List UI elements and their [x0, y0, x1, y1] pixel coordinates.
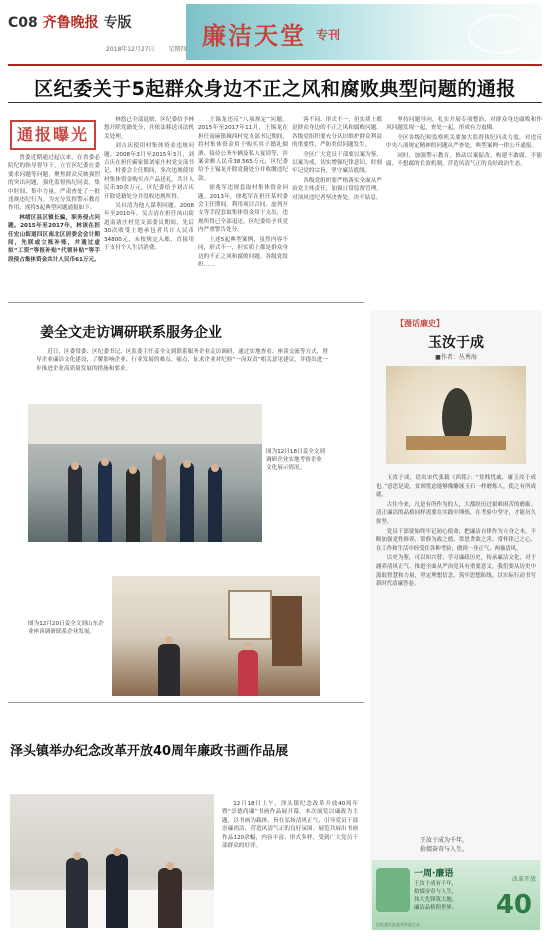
- story2-body: [36, 348, 328, 373]
- story1-paragraph: 全区各级纪检监察机关要加大监督执纪问责力度，对违反中央八项规定精神的问题从严查处，典型案例一律公开通报。: [386, 134, 542, 150]
- story1-paragraph: 刘吉庆使用村集体资金违规问题。2008年3月至2015年3月，刘吉庆在担任霸家镇刘家庄村党支部书记、村委会主任期间，多次违规使用村集体资金购买卉产品送礼，共计人民币30余万元，区纪委给予刘吉庆开除党籍处分并没收违规所得。: [104, 143, 194, 200]
- photo-meeting: [112, 576, 320, 696]
- banner-decoration: [468, 14, 532, 54]
- person-figure: [68, 464, 82, 542]
- weekly-number: 40: [495, 890, 532, 920]
- weekly-emblem: [376, 868, 410, 912]
- person-figure: [238, 650, 258, 696]
- person-head: [129, 466, 137, 474]
- sidebar-body: [376, 474, 536, 590]
- weekly-footer: 区纪委区监委宣传部主办: [376, 922, 420, 927]
- person-figure: [126, 468, 140, 542]
- wooden-chair: [272, 596, 302, 666]
- person-figure: [152, 454, 166, 542]
- story3-paragraph: 12月18日上午，泽头镇纪念改革开放40周年暨“崇德尚廉”书画作品展开幕。本次展览以廉政为主题，以书画为载体，旨在弘扬清风正气，引导党员干部崇廉尚洁，营造风清气正的良好氛围。展览共展出书画作品120余幅，内容丰富、形式多样，受到广大党员干部群众的好评。: [222, 801, 358, 850]
- sidebar-paragraph: 古往今来，凡是有所作为的人，大都经历过艰难困苦的磨砺。清正廉洁的品格同样需要在实践中锤炼，在考验中坚守，才能历久弥坚。: [376, 501, 536, 525]
- person-figure: [180, 462, 194, 542]
- story1-paragraph: 王锡龙违反“八项规定”问题。2015年至2017年11月，王锡龙在担任南麻镇城西村党支部书记期间，将村集体资金用于购买其子婚礼烟酒、接待公务车辆及私人宴请等，涉案金额人民币38.565万元，区纪委给予王锡龙开除党籍处分并收缴违纪款。: [198, 117, 288, 182]
- person-figure: [66, 858, 88, 928]
- story1-paragraph: 吴自清为他人谋利问题。2008年至2010年，吴吉清在担任凤山街道南诸庄村党支部委员期间，先后30次收受土地承包者共计人民币34800元，未按规定入账，直接用于支付个人生活消费。: [104, 203, 194, 252]
- story1-col2: [104, 116, 194, 276]
- person-head: [211, 464, 219, 472]
- person-head: [166, 862, 174, 870]
- person-head: [244, 642, 252, 650]
- person-figure: [158, 868, 182, 928]
- building-wall: [28, 404, 262, 444]
- person-head: [71, 462, 79, 470]
- story1-paragraph: 上述5起典型案例，虽然内容不同，形式不一，但实质上都是群众身边的不正之风和腐败问题。各级党组织……: [198, 236, 288, 268]
- sidebar-author: ■作者：丛秀海: [435, 354, 477, 361]
- banner-subtitle: 专刊: [316, 28, 341, 42]
- weekly-line: 拾掇奋奇与人生，: [414, 889, 458, 895]
- weekly-badge: 改革开放: [511, 876, 536, 883]
- headline-rule: [8, 102, 542, 103]
- issue-date: 2018年12月27日: [106, 46, 155, 53]
- story1-paragraph: 曾委近期通过起以来，在省委必院纪的指导督导下，立官区纪委在委要求问题等问题，聚焦群众反映强烈的突出问题，强化监督执纪问责，集中时间、集中力量，严肃查处了一批违规违纪行为。为充分发挥警示教育作用，现将5起典型问题通报如下。: [8, 155, 100, 212]
- person-head: [101, 458, 109, 466]
- photo-caption-1: 图为12月18日姜全文到调研企业实地考察企业文化展示情况。: [266, 449, 325, 471]
- sidebar-tag: 【漫话廉史】: [396, 319, 444, 328]
- main-headline: 区纪委关于5起群众身边不正之风和腐败典型问题的通报: [34, 78, 516, 100]
- photo-calligraphy: [10, 794, 214, 928]
- weekly-line: 伟大先锋筑大地，: [414, 897, 458, 903]
- banner-title: 廉洁天堂: [202, 21, 306, 50]
- sidebar-paragraph: 玉汝于成，语出宋代张载《西铭》：“贫贱忧戚，庸玉汝于成也。”意思是说，贫困忧虑能够像雕琢玉石一样磨炼人，使之有所成就。: [376, 475, 536, 499]
- weekly-line: 王汝于成有千年，: [414, 881, 458, 887]
- story1-col3: [198, 116, 288, 276]
- section-banner: [186, 4, 542, 60]
- story1-paragraph: 徐兆军违规套取村集体资金问题。2013年，徐兆军在担任某村委会主任期间，利用项目合同、虚列开支等手段套取集体资金用于支出，违规所得已全部退还，区纪委给予其党内严重警告处分。: [198, 185, 288, 234]
- photo-caption-2: 图为12月20日姜全文到山东企业座谈调研联系企业发展。: [28, 621, 104, 635]
- story3-body: [222, 800, 358, 850]
- poem-line: 拾掇奋奇与人生，: [420, 846, 469, 853]
- sidebar-paragraph: 以史为鉴，可以知兴替。学习廉政历史，传承廉洁文化，对于涵养清风正气、推进全面从严治党具有重要意义。我们要从历史中汲取智慧和力量，坚定理想信念，筑牢思想防线，以实际行动书写新时代清廉答卷。: [376, 555, 536, 588]
- sidebar-title: 玉汝于成: [428, 335, 484, 351]
- wall-frame: [228, 590, 272, 640]
- photo-visit-group: [28, 404, 262, 542]
- story1-paragraph: 林悠已全部退赔，区纪委给予林悠开除党籍处分，并依法移送司法机关处理。: [104, 117, 194, 140]
- person-head: [73, 852, 81, 860]
- sidebar-paragraph: 党员干部要始终牢记初心使命，把廉洁自律作为立身之本，不断加强党性修养，常修为政之德、常思贪欲之害、常怀律己之心，在工作和生活中经受住各种考验，做到一身正气、两袖清风。: [376, 528, 536, 552]
- poem-line: 王汝于成为千年，: [420, 837, 469, 844]
- person-head: [155, 452, 163, 460]
- person-figure: [158, 644, 180, 696]
- person-head: [183, 460, 191, 468]
- weekly-title: 一周·廉语: [414, 869, 454, 879]
- desk-shape: [406, 436, 506, 450]
- person-figure: [208, 466, 222, 542]
- story1-col1: [8, 154, 100, 324]
- story3-title: 泽头镇举办纪念改革开放40周年廉政书画作品展: [10, 744, 289, 759]
- masthead: [0, 0, 550, 64]
- story1-paragraph: 坚持问题导向，扎实开展专项整治，对群众身边腐败和作风问题发现一起、查处一起，形成有力震慑。: [386, 117, 542, 132]
- page-number: C08: [8, 15, 38, 31]
- story1-paragraph: 各级党组织要严格落实全面从严治党主体责任，加强日常监督管理，对顶风违纪者坚决查处，决不姑息。: [292, 177, 382, 201]
- paper-name: 齐鲁晚报: [42, 15, 99, 31]
- weekly-lines: [414, 880, 457, 912]
- story1-paragraph: 客不同、形式不一，但实质上都是群众身边的不正之风和腐败问题。各级党组织要充分认识维护群众利益的重要性，严防类似问题发生。: [292, 117, 382, 149]
- person-head: [165, 636, 173, 644]
- story1-col4: [292, 116, 382, 276]
- person-head: [113, 848, 121, 856]
- masthead-left: [8, 12, 132, 32]
- story-divider: [8, 302, 364, 303]
- sidebar-poem: [420, 836, 468, 854]
- story1-col5: [386, 116, 542, 300]
- story1-paragraph: 同时，加强警示教育，推动以案促改，构建不敢腐、不能腐、不想腐的长效机制，营造风清气正的良好政治生态。: [386, 152, 542, 168]
- tongbao-stamp: 通报曝光: [10, 120, 96, 150]
- weekly-line: 廉洁品格照世界。: [414, 905, 458, 911]
- masthead-date: [106, 44, 186, 53]
- person-figure: [98, 460, 112, 542]
- weekly-box: [372, 860, 540, 930]
- section-name: 专版: [103, 15, 132, 31]
- story2-title: 姜全文走访调研联系服务企业: [40, 325, 222, 341]
- story-divider: [8, 702, 364, 703]
- story2-paragraph: 近日，区委常委、区纪委书记、区监委主任姜全文到联系服务企业走访调研，通过实地查看、座谈交流等方式，督导企业廉洁文化建设，了解影响企业、行业发展的难点、痛点，征求企业对纪检“一岗双责”相关意见建议，并提出进一步推进企业高质量发展的措施和要求。: [36, 349, 328, 372]
- issue-day: 星期四: [168, 46, 187, 53]
- person-figure: [106, 854, 128, 928]
- story1-paragraph: 林绪区县区镇长骗，职务侵占问题。2015年至2017年，林该在担任宏山街道四区南北区居委会会计期间，先联或立账补账，并通过虚拟“工资”等报补贴“代领补贴”等手段侵占集体资金共计人民币61万元。: [8, 214, 100, 263]
- story1-paragraph: 全区广大党员干部要以案为鉴、以案为戒，切实增强纪律意识，时刻牢记党的宗旨，坚守廉洁底线。: [292, 151, 382, 175]
- sidebar-illustration: [386, 366, 526, 464]
- masthead-rule: [8, 64, 542, 66]
